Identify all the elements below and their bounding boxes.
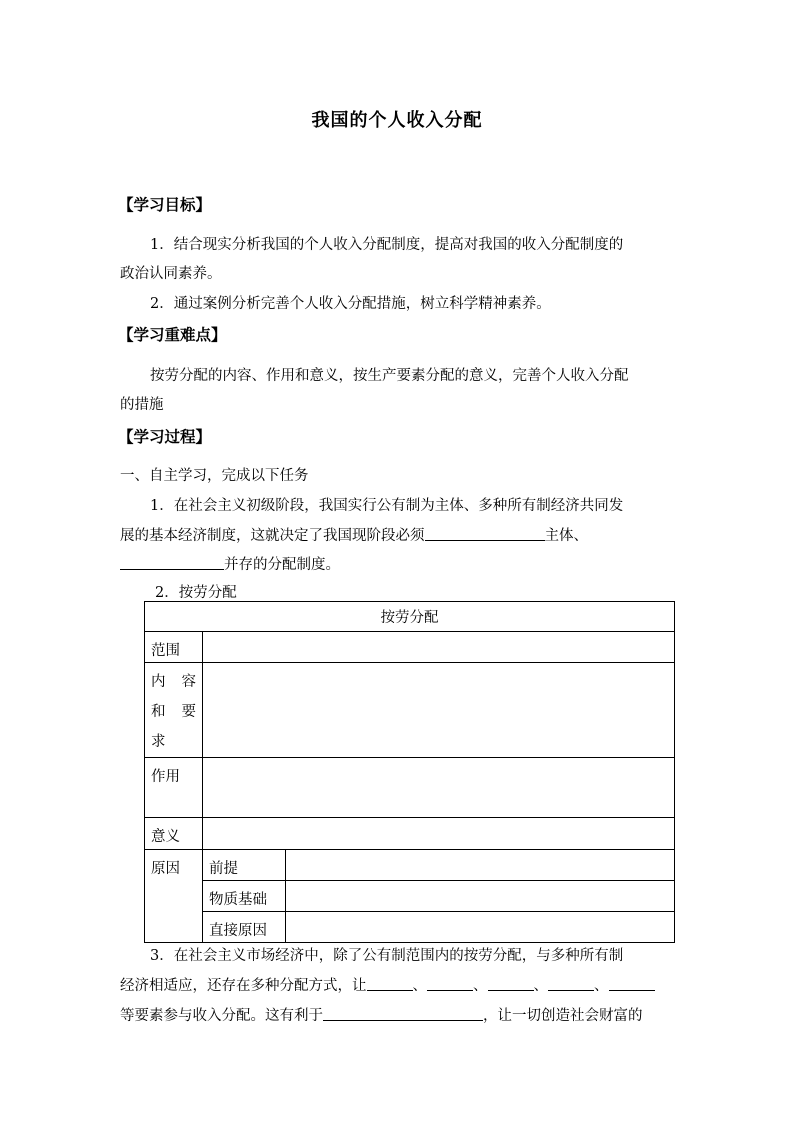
fill-blank[interactable] [323,1006,483,1021]
fill-blank[interactable] [425,526,545,541]
question-1-text: 主体、 [544,528,588,544]
process-heading: 【学习过程】 [118,427,212,446]
label-char: 求 [151,734,166,750]
key-points-heading: 【学习重难点】 [118,325,227,344]
row-label-scope: 范围 [145,632,203,663]
table-header: 按劳分配 [145,602,675,632]
question-1-line-1: 1．在社会主义初级阶段，我国实行公有制为主体、多种所有制经济共同发 [150,498,624,514]
goal-1-line-2: 政治认同素养。 [120,266,222,282]
fill-blank[interactable] [609,976,655,991]
reason-direct-label: 直接原因 [203,912,286,943]
answer-cell-direct[interactable] [286,912,675,943]
row-label-effect: 作用 [145,758,203,818]
separator: 、 [473,978,488,994]
answer-cell-premise[interactable] [286,850,675,881]
question-3-text: 等要素参与收入分配。这有利于 [120,1008,323,1024]
label-char: 容 [181,674,196,690]
answer-cell-scope[interactable] [203,632,675,663]
fill-blank[interactable] [367,976,413,991]
question-1-text: 展的基本经济制度，这就决定了我国现阶段必须 [120,528,425,544]
question-3-line-3 [120,1004,676,1025]
question-1-line-2 [120,524,676,545]
goal-1-line-1: 1．结合现实分析我国的个人收入分配制度，提高对我国的收入分配制度的 [150,237,624,253]
question-2-label: 2．按劳分配 [155,585,237,601]
question-1-line-3 [120,553,676,574]
answer-cell-meaning[interactable] [203,818,675,850]
label-char: 和 [151,704,166,720]
row-label-content [145,663,203,758]
label-char: 内 [151,674,166,690]
answer-cell-content[interactable] [203,663,675,758]
separator: 、 [533,978,548,994]
answer-cell-effect[interactable] [203,758,675,818]
reason-material-label: 物质基础 [203,881,286,912]
question-3-text: 经济相适应，还存在多种分配方式，让 [120,978,367,994]
row-label-reason: 原因 [145,850,203,943]
answer-cell-material[interactable] [286,881,675,912]
task-intro: 一、自主学习，完成以下任务 [120,468,309,484]
row-label-meaning: 意义 [145,818,203,850]
key-points-line-2: 的措施 [120,397,164,413]
distribution-table [144,601,675,943]
label-char: 要 [181,704,196,720]
page-title: 我国的个人收入分配 [311,110,483,131]
question-3-line-2 [120,974,676,995]
separator: 、 [412,978,427,994]
fill-blank[interactable] [488,976,534,991]
fill-blank[interactable] [427,976,473,991]
question-3-line-1: 3．在社会主义市场经济中，除了公有制范围内的按劳分配，与多种所有制 [150,948,624,964]
fill-blank[interactable] [548,976,594,991]
separator: 、 [594,978,609,994]
goals-heading: 【学习目标】 [118,195,212,214]
goal-2: 2．通过案例分析完善个人收入分配措施，树立科学精神素养。 [150,296,551,312]
reason-premise-label: 前提 [203,850,286,881]
question-1-text: 并存的分配制度。 [224,557,340,573]
fill-blank[interactable] [120,555,224,570]
key-points-line-1: 按劳分配的内容、作用和意义，按生产要素分配的意义，完善个人收入分配 [150,368,629,384]
question-3-text: ，让一切创造社会财富的 [483,1008,643,1024]
